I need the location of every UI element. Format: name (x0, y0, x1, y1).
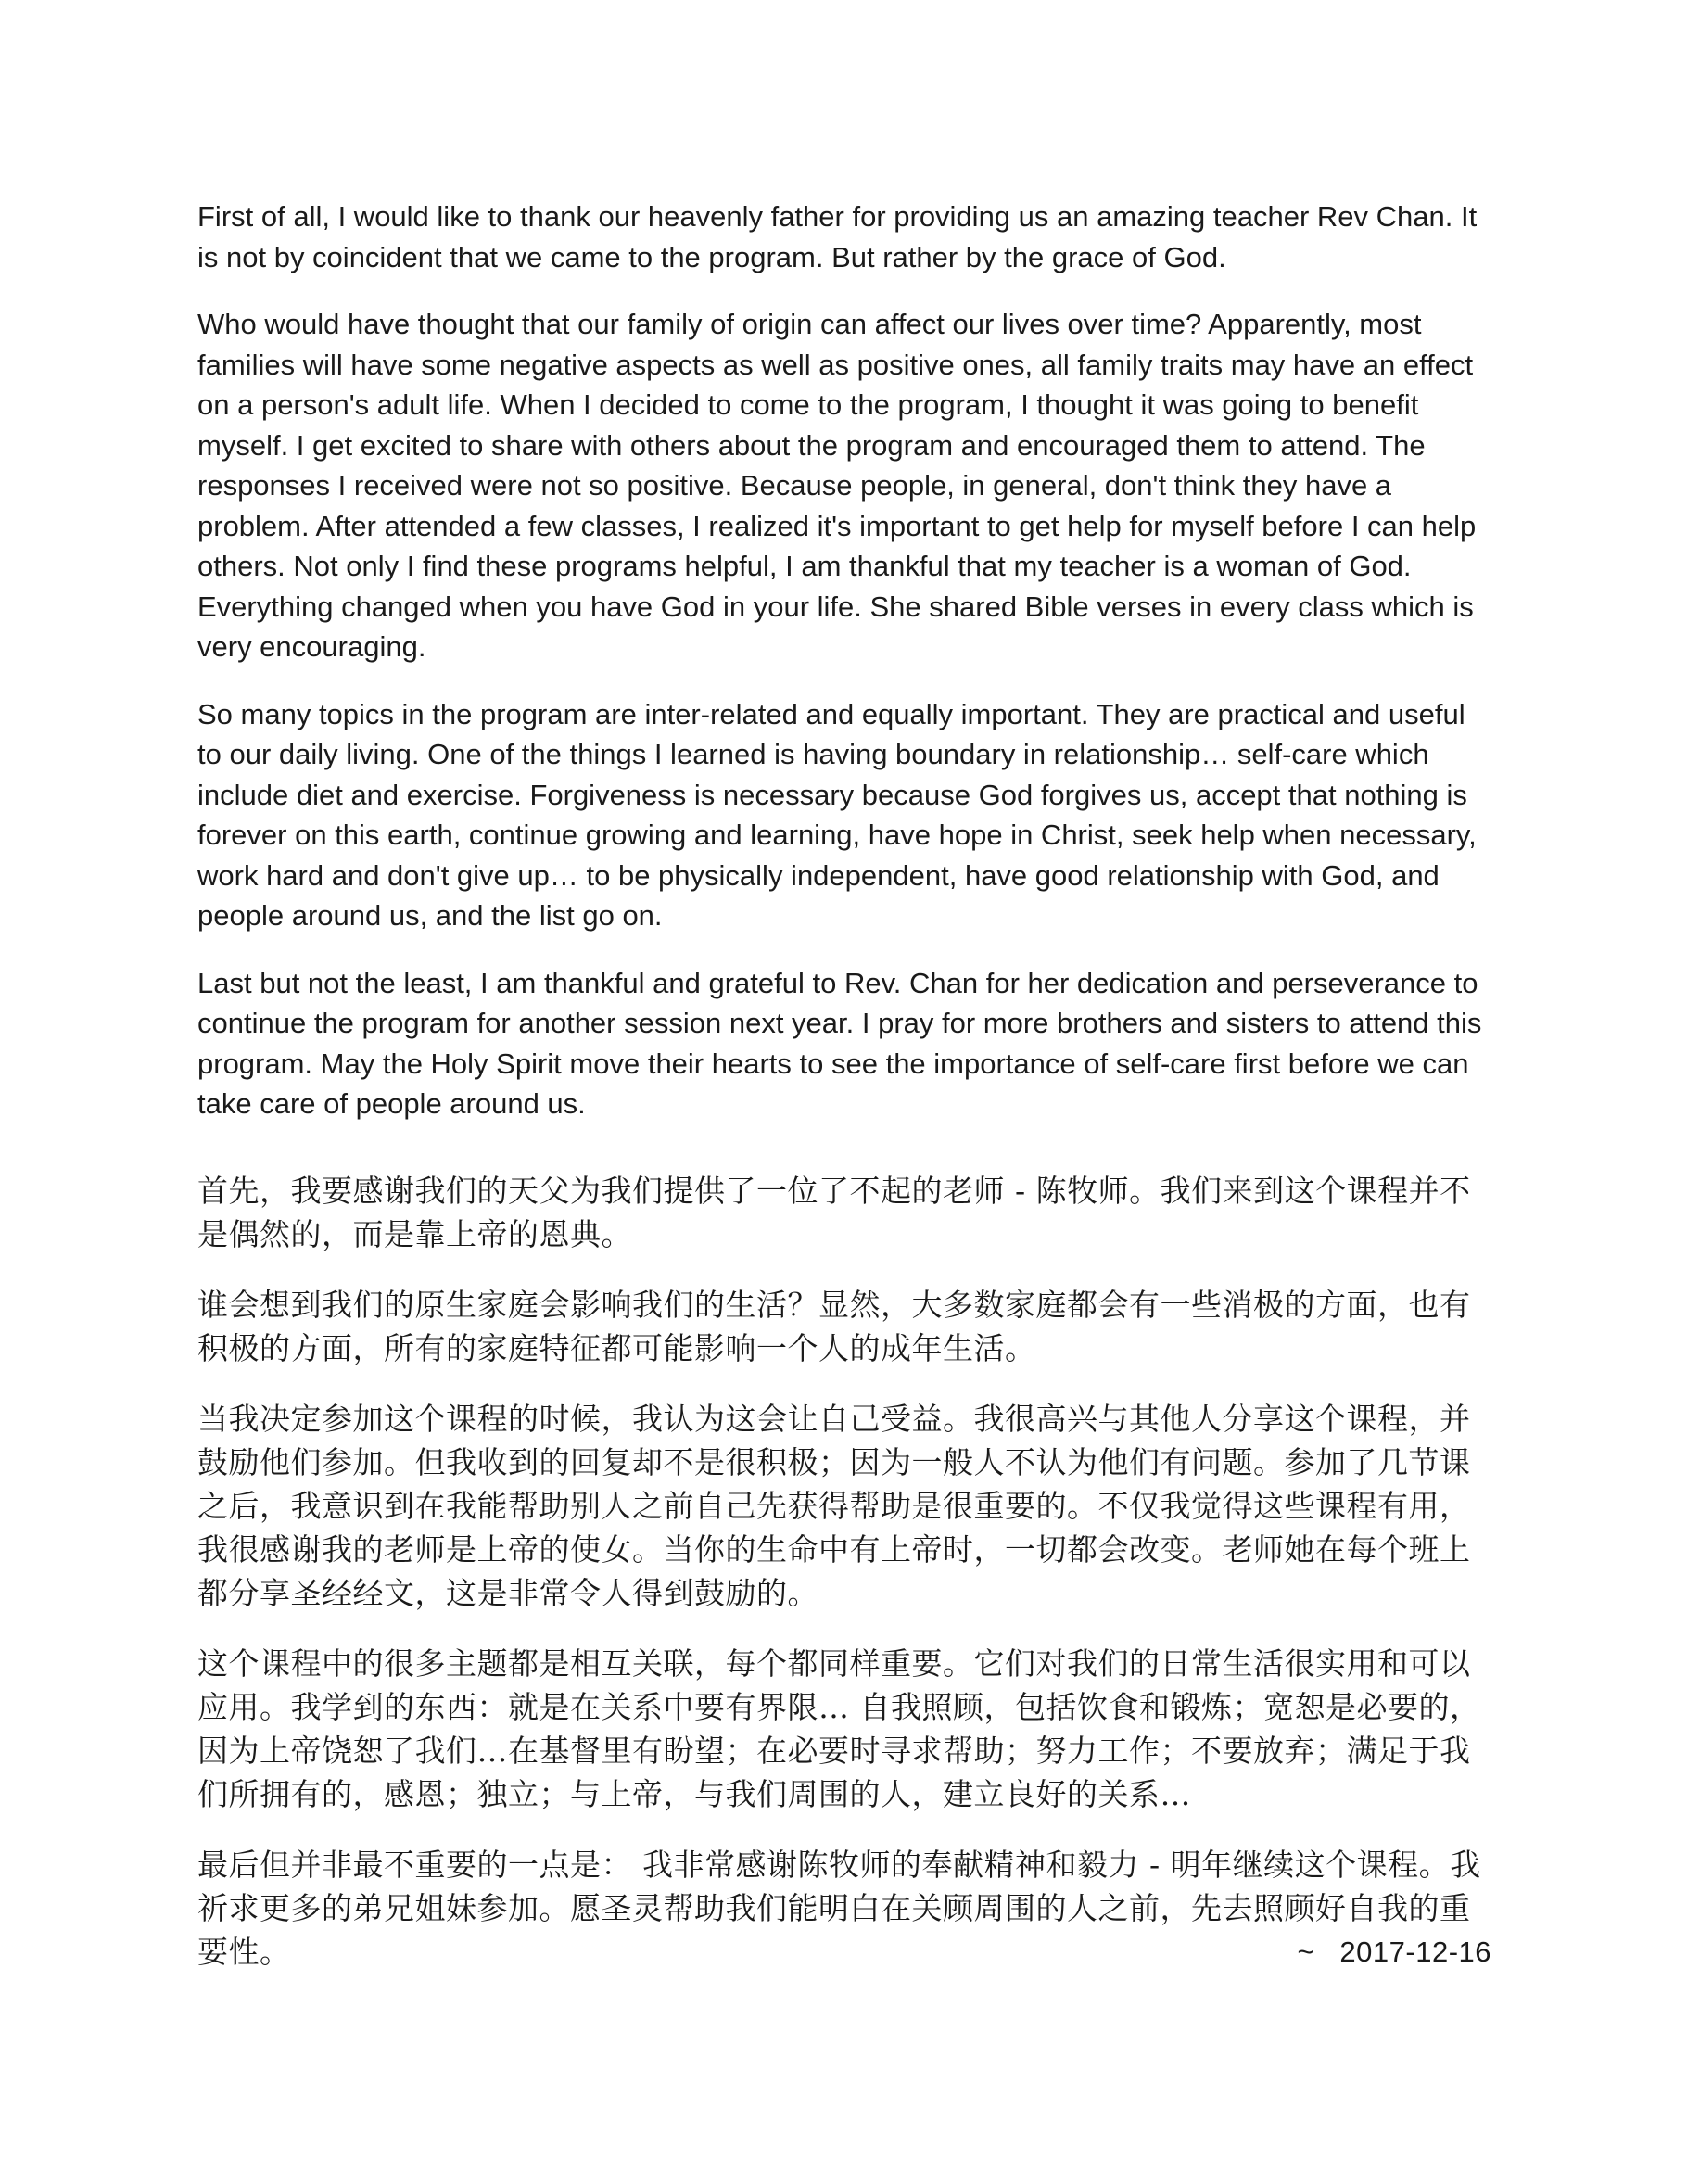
signoff-date: ~ 2017-12-16 (1297, 1935, 1491, 1968)
english-paragraph-3: So many topics in the program are inter-related and equally important. They are practical and useful to our daily living. One of the things I learned is having boundary in relationship… self-care which include diet and exercise. Forgiveness is necessary because God forgives us, accept that nothing is forever on this earth, continue growing and learning, have hope in Christ, seek help when necessary, work hard and don't give up… to be physically independent, have good relationship with God, and people around us, and the list go on. (197, 697, 1477, 932)
english-paragraph-2: Who would have thought that our family of origin can affect our lives over time? Apparently, most families will have some negative aspects as well as positive ones, all family traits may have an effect on a person's adult life. When I decided to come to the program, I thought it was going to benefit myself. I get excited to share with others about the program and encouraged them to attend. The responses I received were not so positive. Because people, in general, don't think they have a problem. After attended a few classes, I realized it's important to get help for myself before I can help others. Not only I find these programs helpful, I am thankful that my teacher is a woman of God. Everything changed when you have God in your life. She shared Bible verses in every class which is very encouraging. (197, 308, 1477, 663)
document-page (197, 197, 1491, 2000)
chinese-paragraph-1: 首先，我要感谢我们的天父为我们提供了一位了不起的老师 - 陈牧师。我们来到这个课程并不是偶然的，而是靠上帝的恩典。 (197, 1172, 1471, 1252)
chinese-paragraph-3: 当我决定参加这个课程的时候，我认为这会让自己受益。我很高兴与其他人分享这个课程，并鼓励他们参加。但我收到的回复却不是很积极；因为一般人不认为他们有问题。参加了几节课之后，我意识到在我能帮助别人之前自己先获得帮助是很重要的。不仅我觉得这些课程有用，我很感谢我的老师是上帝的使女。当你的生命中有上帝时，一切都会改变。老师她在每个班上都分享圣经经文，这是非常令人得到鼓励的。 (197, 1400, 1471, 1611)
chinese-paragraph-5-text: 最后但并非最不重要的一点是： 我非常感谢陈牧师的奉献精神和毅力 - 明年继续这个课程。我祈求更多的弟兄姐妹参加。愿圣灵帮助我们能明白在关顾周围的人之前，先去照顾好自我的重要性。 (197, 1846, 1481, 1970)
chinese-paragraph-5 (197, 1843, 1491, 1974)
english-paragraph-1: First of all, I would like to thank our heavenly father for providing us an amazing teacher Rev Chan. It is not by coincident that we came to the program. But rather by the grace of God. (197, 200, 1478, 273)
english-paragraph-4: Last but not the least, I am thankful and grateful to Rev. Chan for her dedication and perseverance to continue the program for another session next year. I pray for more brothers and sisters to attend this program. May the Holy Spirit move their hearts to see the importance of self-care first before we can take care of people around us. (197, 966, 1482, 1120)
chinese-section (197, 1169, 1491, 1974)
chinese-paragraph-4: 这个课程中的很多主题都是相互关联，每个都同样重要。它们对我们的日常生活很实用和可以应用。我学到的东西：就是在关系中要有界限… 自我照顾，包括饮食和锻炼；宽恕是必要的，因为上帝饶恕了我们…在基督里有盼望；在必要时寻求帮助；努力工作；不要放弃；满足于我们所拥有的，感恩；独立；与上帝，与我们周围的人，建立良好的关系… (197, 1644, 1481, 1812)
chinese-paragraph-2: 谁会想到我们的原生家庭会影响我们的生活？显然，大多数家庭都会有一些消极的方面，也有积极的方面，所有的家庭特征都可能影响一个人的成年生活。 (197, 1286, 1471, 1366)
english-section (197, 197, 1491, 1124)
